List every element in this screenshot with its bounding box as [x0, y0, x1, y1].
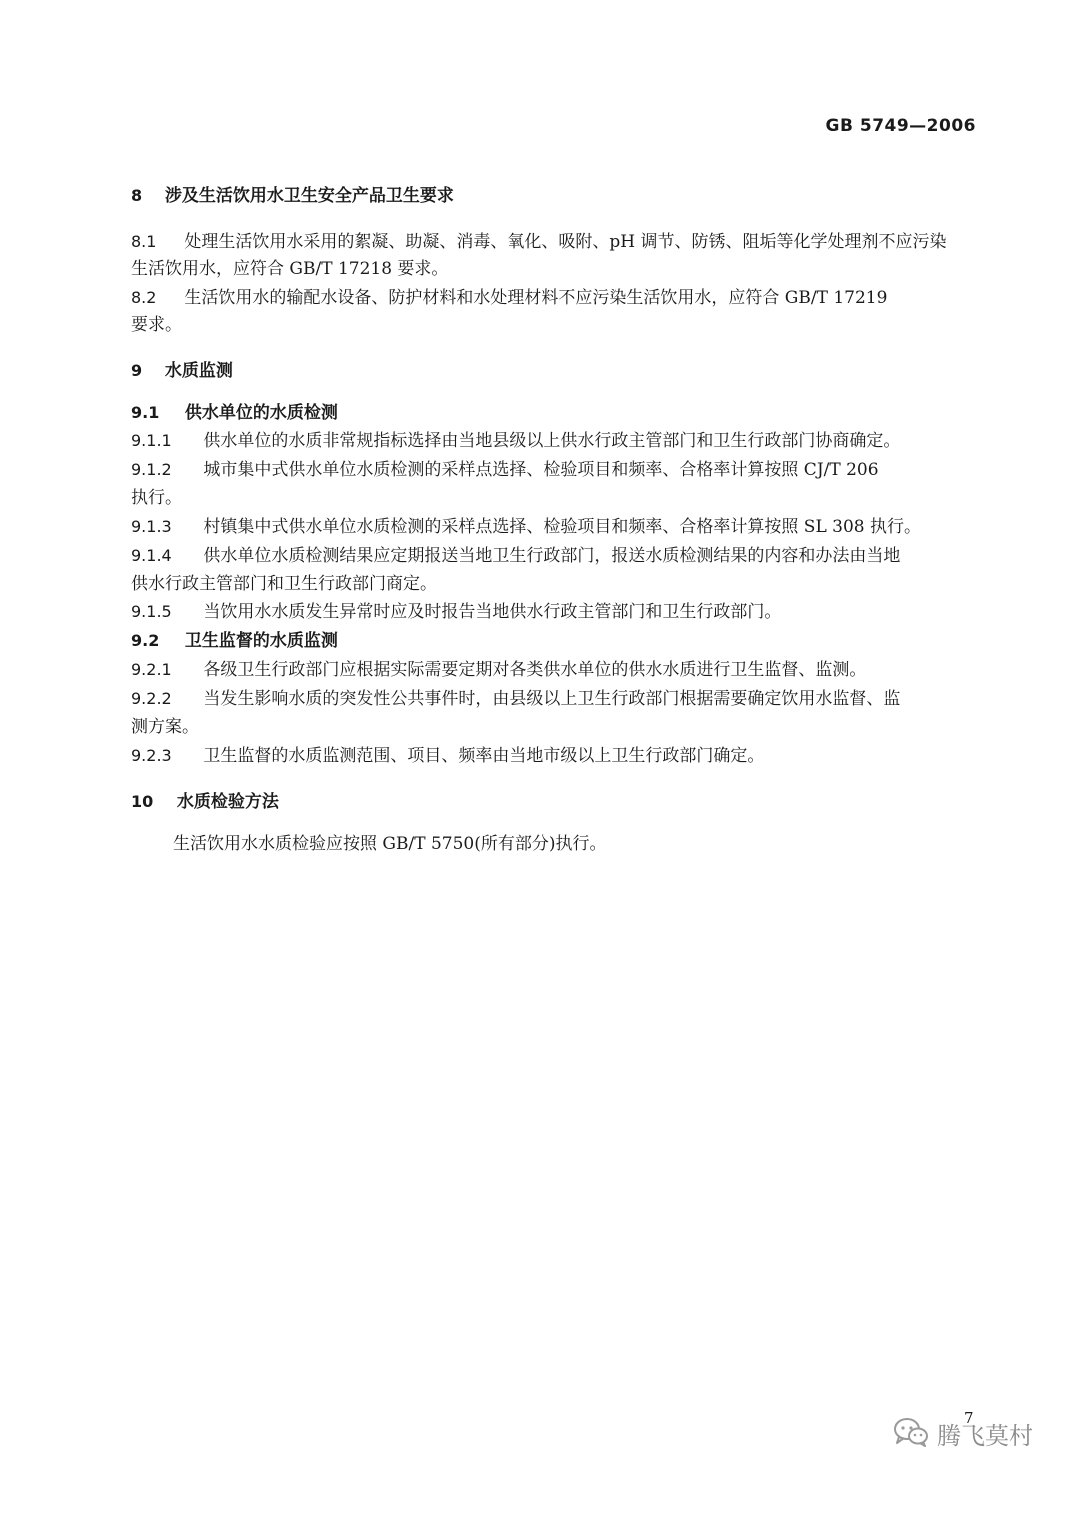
section-number: 9 [131, 361, 143, 380]
clause-number: 9.2.2 [131, 689, 172, 708]
clause-number: 8.2 [131, 288, 157, 307]
standard-code: GB 5749—2006 [825, 116, 976, 136]
clause-number: 9.1.1 [131, 431, 172, 450]
clause-8-1-line-2: 生活饮用水，应符合 GB/T 17218 要求。 [131, 259, 449, 279]
page-number: 7 [964, 1409, 974, 1427]
clause-8-2-line-1 [131, 288, 887, 308]
section-number: 10 [131, 792, 154, 811]
clause-9-1-1 [131, 431, 900, 451]
clause-number: 9.1.2 [131, 460, 172, 479]
section-title: 水质监测 [164, 361, 233, 381]
clause-text: 当发生影响水质的突发性公共事件时，由县级以上卫生行政部门根据需要确定饮用水监督、监 [203, 689, 901, 709]
clause-9-1-2-line-1 [131, 460, 879, 480]
section-9-heading [131, 361, 233, 381]
clause-number: 8.1 [131, 232, 157, 251]
section-9-1-heading [131, 403, 338, 423]
clause-9-2-2-line-1 [131, 689, 900, 709]
watermark [893, 1416, 1033, 1451]
clause-text: 村镇集中式供水单位水质检测的采样点选择、检验项目和频率、合格率计算按照 SL 308 执行。 [203, 517, 921, 537]
clause-text: 各级卫生行政部门应根据实际需要定期对各类供水单位的供水水质进行卫生监督、监测。 [203, 660, 867, 680]
clause-text: 城市集中式供水单位水质检测的采样点选择、检验项目和频率、合格率计算按照 CJ/T 206 [203, 460, 879, 480]
clause-number: 9.2.1 [131, 660, 172, 679]
clause-text: 卫生监督的水质监测范围、项目、频率由当地市级以上卫生行政部门确定。 [203, 746, 765, 766]
clause-9-1-4-line-1 [131, 546, 900, 566]
section-10-heading [131, 792, 279, 812]
clause-number: 9.1.5 [131, 602, 172, 621]
section-title: 供水单位的水质检测 [184, 403, 338, 423]
section-8-heading [131, 186, 454, 206]
clause-8-1-line-1 [131, 232, 947, 252]
section-title: 水质检验方法 [176, 792, 279, 812]
clause-8-2-line-2: 要求。 [131, 315, 182, 335]
section-number: 8 [131, 186, 143, 205]
section-10-body: 生活饮用水水质检验应按照 GB/T 5750(所有部分)执行。 [173, 834, 607, 854]
clause-9-1-5 [131, 602, 781, 622]
section-title: 卫生监督的水质监测 [184, 631, 338, 651]
clause-number: 9.2.3 [131, 746, 172, 765]
section-number: 9.2 [131, 631, 160, 650]
clause-9-2-2-line-2: 测方案。 [131, 717, 199, 737]
clause-9-1-2-line-2: 执行。 [131, 488, 182, 508]
section-9-2-heading [131, 631, 338, 651]
wechat-icon [893, 1417, 929, 1451]
clause-text: 生活饮用水的输配水设备、防护材料和水处理材料不应污染生活饮用水，应符合 GB/T 17219 [184, 288, 888, 308]
clause-number: 9.1.4 [131, 546, 172, 565]
clause-9-2-3 [131, 746, 764, 766]
clause-text: 处理生活饮用水采用的絮凝、助凝、消毒、氧化、吸附、pH 调节、防锈、阻垢等化学处理剂不应污染 [184, 232, 947, 252]
clause-9-2-1 [131, 660, 866, 680]
watermark-text: 腾飞莫村 [937, 1422, 1033, 1450]
clause-9-1-3 [131, 517, 921, 537]
clause-text: 供水单位水质检测结果应定期报送当地卫生行政部门，报送水质检测结果的内容和办法由当地 [203, 546, 901, 566]
clause-number: 9.1.3 [131, 517, 172, 536]
section-number: 9.1 [131, 403, 160, 422]
clause-text: 供水单位的水质非常规指标选择由当地县级以上供水行政主管部门和卫生行政部门协商确定。 [203, 431, 901, 451]
clause-9-1-4-line-2: 供水行政主管部门和卫生行政部门商定。 [131, 574, 437, 594]
clause-text: 当饮用水水质发生异常时应及时报告当地供水行政主管部门和卫生行政部门。 [203, 602, 782, 622]
section-title: 涉及生活饮用水卫生安全产品卫生要求 [164, 186, 454, 206]
